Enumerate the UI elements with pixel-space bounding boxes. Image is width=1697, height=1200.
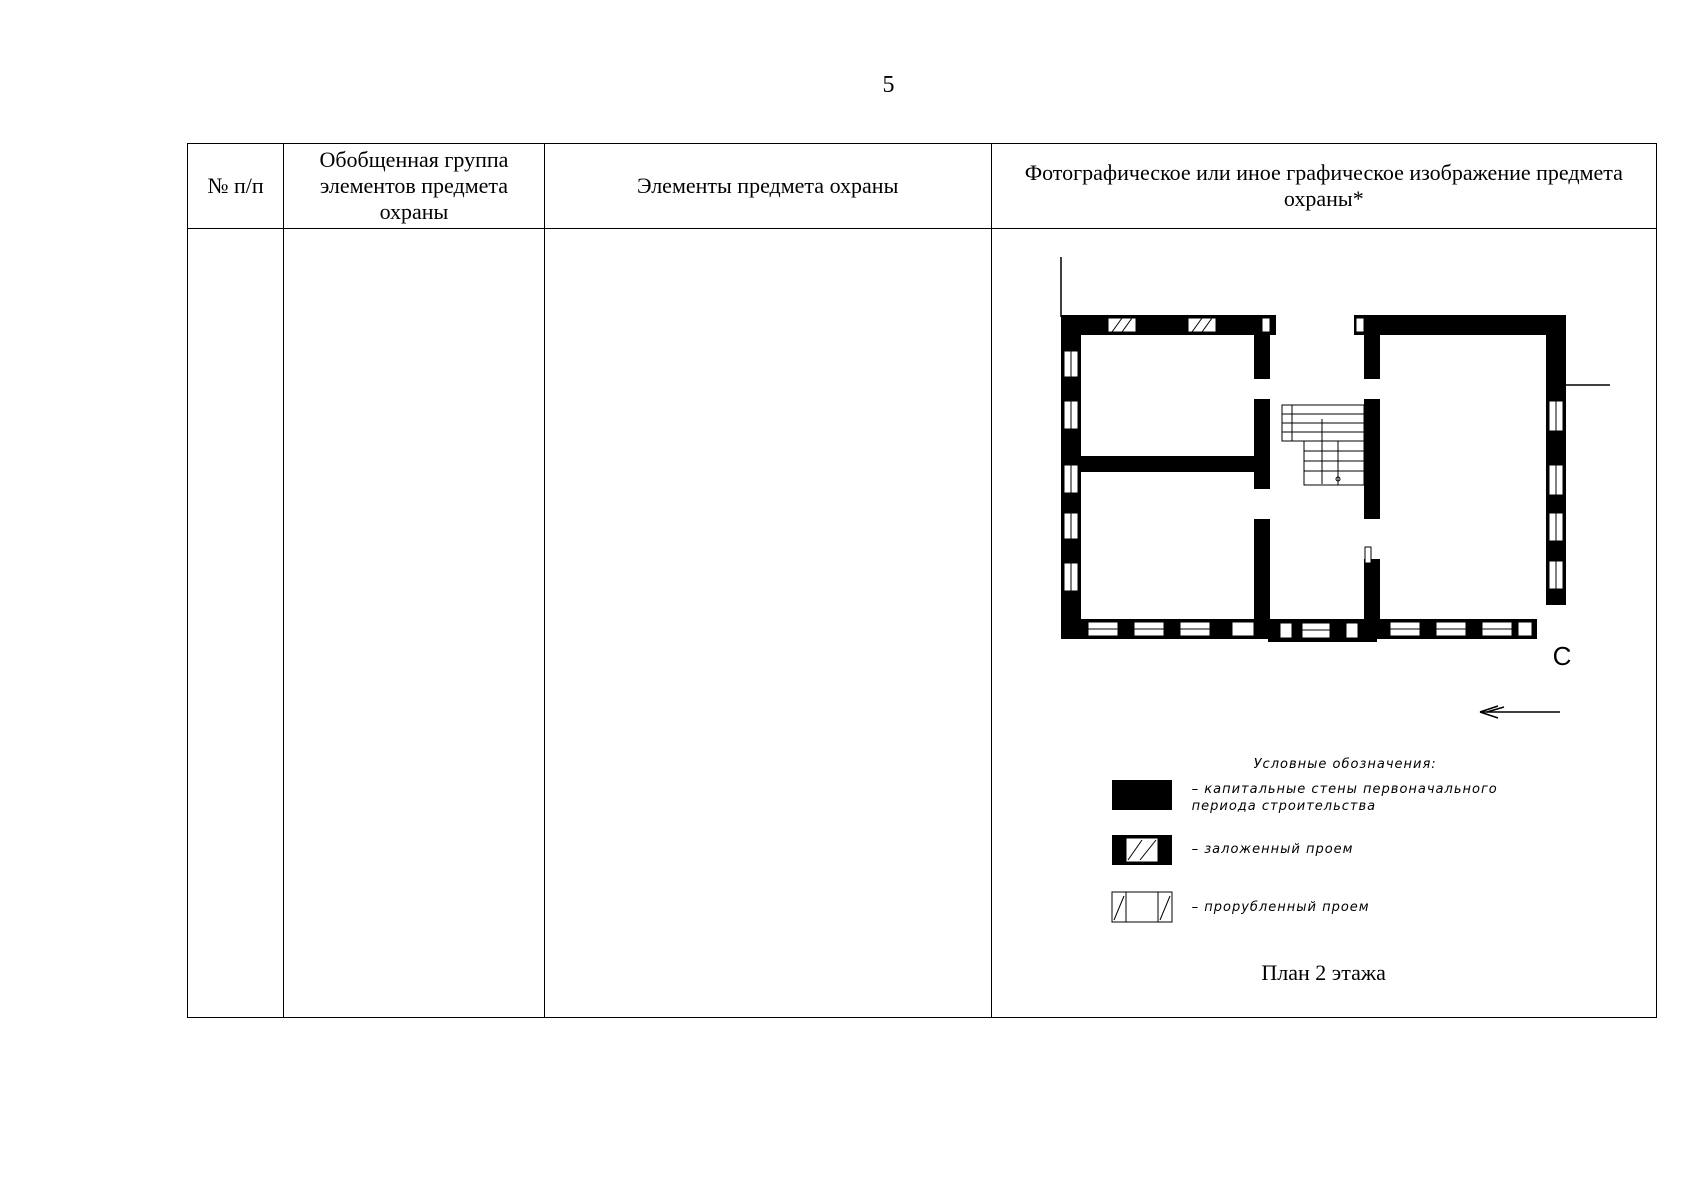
header-image: Фотографическое или иное графическое изображение предмета охраны* bbox=[991, 144, 1656, 229]
header-group: Обобщенная группа элементов предмета охраны bbox=[284, 144, 545, 229]
protection-elements-table bbox=[187, 143, 1657, 1018]
header-number: № п/п bbox=[188, 144, 284, 229]
header-elements: Элементы предмета охраны bbox=[544, 144, 991, 229]
legend bbox=[992, 229, 1656, 1017]
table-row bbox=[188, 229, 1657, 1018]
cell-group bbox=[284, 229, 545, 1018]
page-number: 5 bbox=[882, 72, 895, 98]
plan-caption: План 2 этажа bbox=[1261, 960, 1386, 985]
direction-label: С bbox=[1552, 641, 1572, 671]
table-header-row bbox=[188, 144, 1657, 229]
cell-elements bbox=[544, 229, 991, 1018]
legend-title: Условные обозначения: bbox=[1253, 757, 1437, 772]
legend-item-capital-walls: – капитальные стены первоначального периода строительства bbox=[1191, 782, 1498, 814]
legend-item-cut-opening: – прорубленный проем bbox=[1191, 900, 1370, 915]
cell-image bbox=[991, 229, 1656, 1018]
cell-number bbox=[188, 229, 284, 1018]
legend-item-bricked-opening: – заложенный проем bbox=[1191, 842, 1354, 857]
